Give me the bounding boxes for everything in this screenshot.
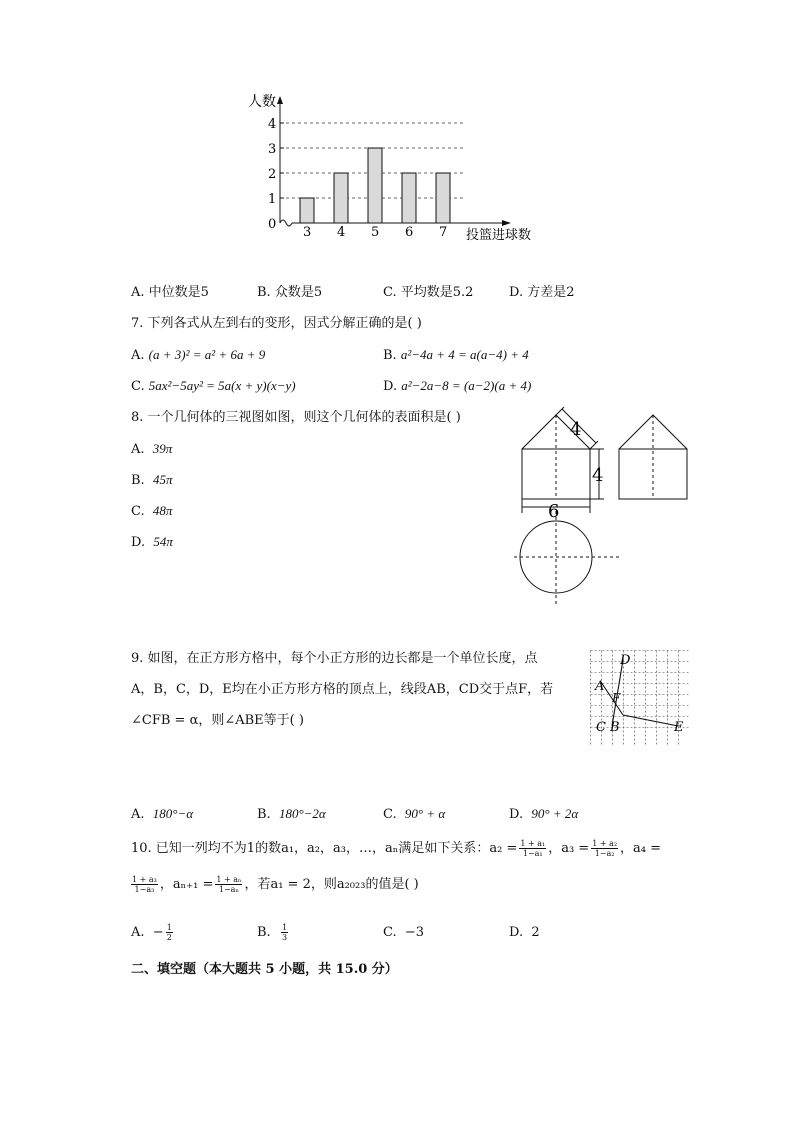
q6-option-b: B. 众数是5 [257,285,323,300]
x-tick-5: 5 [371,225,380,240]
slant-label: 4 [570,419,582,440]
q8-option-d: D. 54π [131,534,173,550]
q6-option-a: A. 中位数是5 [131,285,209,300]
x-tick-7: 7 [439,225,448,240]
width-label: 6 [548,501,560,522]
point-d: D [620,653,631,668]
q7-option-a: A. (a + 3)² = a² + 6a + 9 [131,347,266,363]
q10-option-c: C. −3 [383,925,425,940]
bar-4 [334,173,348,223]
q10-line2: $\frac{\text{1 + a₃}}{\text{1−a₃}}$ ，aₙ₊₁ = $\frac{\text{1 + aₙ}}{\text{1−aₙ}}$ ，若a₁ = 2，则a₂₀₂₃的值是( ) [132,875,419,894]
three-view-figure [510,405,710,610]
bar-5 [368,148,382,223]
q9-option-b: B. 180°−2α [257,806,326,822]
q9-option-a: A. 180°−α [131,806,194,822]
y-tick-2: 2 [268,167,277,182]
point-e: E [674,720,684,735]
section-2-heading: 二、填空题（本大题共 5 小题，共 15.0 分） [131,962,398,977]
x-axis-break [280,220,292,226]
q8-option-b: B. 45π [131,472,173,488]
q6-option-d: D. 方差是2 [509,285,575,300]
q7-stem: 7. 下列各式从左到右的变形，因式分解正确的是( ) [131,316,422,331]
q8-stem: 8. 一个几何体的三视图如图，则这个几何体的表面积是( ) [131,410,461,425]
point-f: F [612,691,621,705]
y-tick-4: 4 [268,117,277,132]
point-c: C [596,720,606,735]
q9-option-d: D. 90° + 2α [509,806,579,822]
q9-line1: 9. 如图，在正方形方格中，每个小正方形的边长都是一个单位长度，点 [131,651,538,666]
x-axis-arrow [502,220,511,226]
side-view [619,415,687,499]
q9-line3: ∠CFB = α，则∠ABE等于( ) [131,713,304,728]
q10-option-a: A. − $\frac{1}{2}$ [131,923,172,942]
bar-7 [436,173,450,223]
q7-option-c: C. 5ax²−5ay² = 5a(x + y)(x−y) [131,378,296,394]
y-axis-arrow [277,96,283,104]
q10-option-b: B. $\frac{1}{3}$ [257,923,288,942]
x-tick-6: 6 [405,225,414,240]
q6-option-c: C. 平均数是5.2 [383,285,474,300]
y-tick-3: 3 [268,142,277,157]
q7-option-d: D. a²−2a−8 = (a−2)(a + 4) [383,378,532,394]
q8-option-c: C. 48π [131,503,173,519]
y-tick-0: 0 [268,217,277,232]
x-tick-4: 4 [337,225,346,240]
chart-xlabel: 投篮进球数 [466,228,532,243]
y-tick-1: 1 [268,192,277,207]
q9-option-c: C. 90° + α [383,806,446,822]
chart-bars [300,148,450,223]
top-view [514,511,622,605]
q10-line1: 10. 已知一列均不为1的数a₁，a₂，a₃，…，aₙ满足如下关系：a₂ = $\frac{\text{1 + a₁}}{\text{1−a₁}}$ ，a₃ = $\frac{\text{1 + a₂}}{\text{1−a₂}}$ ，a₄ = [131,839,662,858]
x-tick-3: 3 [303,225,312,240]
height-label: 4 [592,465,604,486]
q9-line2: A，B，C，D，E均在小正方形方格的顶点上，线段AB，CD交于点F，若 [131,682,554,697]
q8-option-a: A. 39π [131,441,173,457]
point-a: A [595,679,605,694]
q10-option-d: D. 2 [509,925,540,940]
chart-ylabel: 人数 [248,94,276,110]
grid-figure [590,650,690,746]
point-b: B [610,720,620,735]
chart-ticks [268,117,447,240]
q7-option-b: B. a²−4a + 4 = a(a−4) + 4 [383,347,529,363]
bar-chart [240,88,560,248]
bar-3 [300,198,314,223]
bar-6 [402,173,416,223]
